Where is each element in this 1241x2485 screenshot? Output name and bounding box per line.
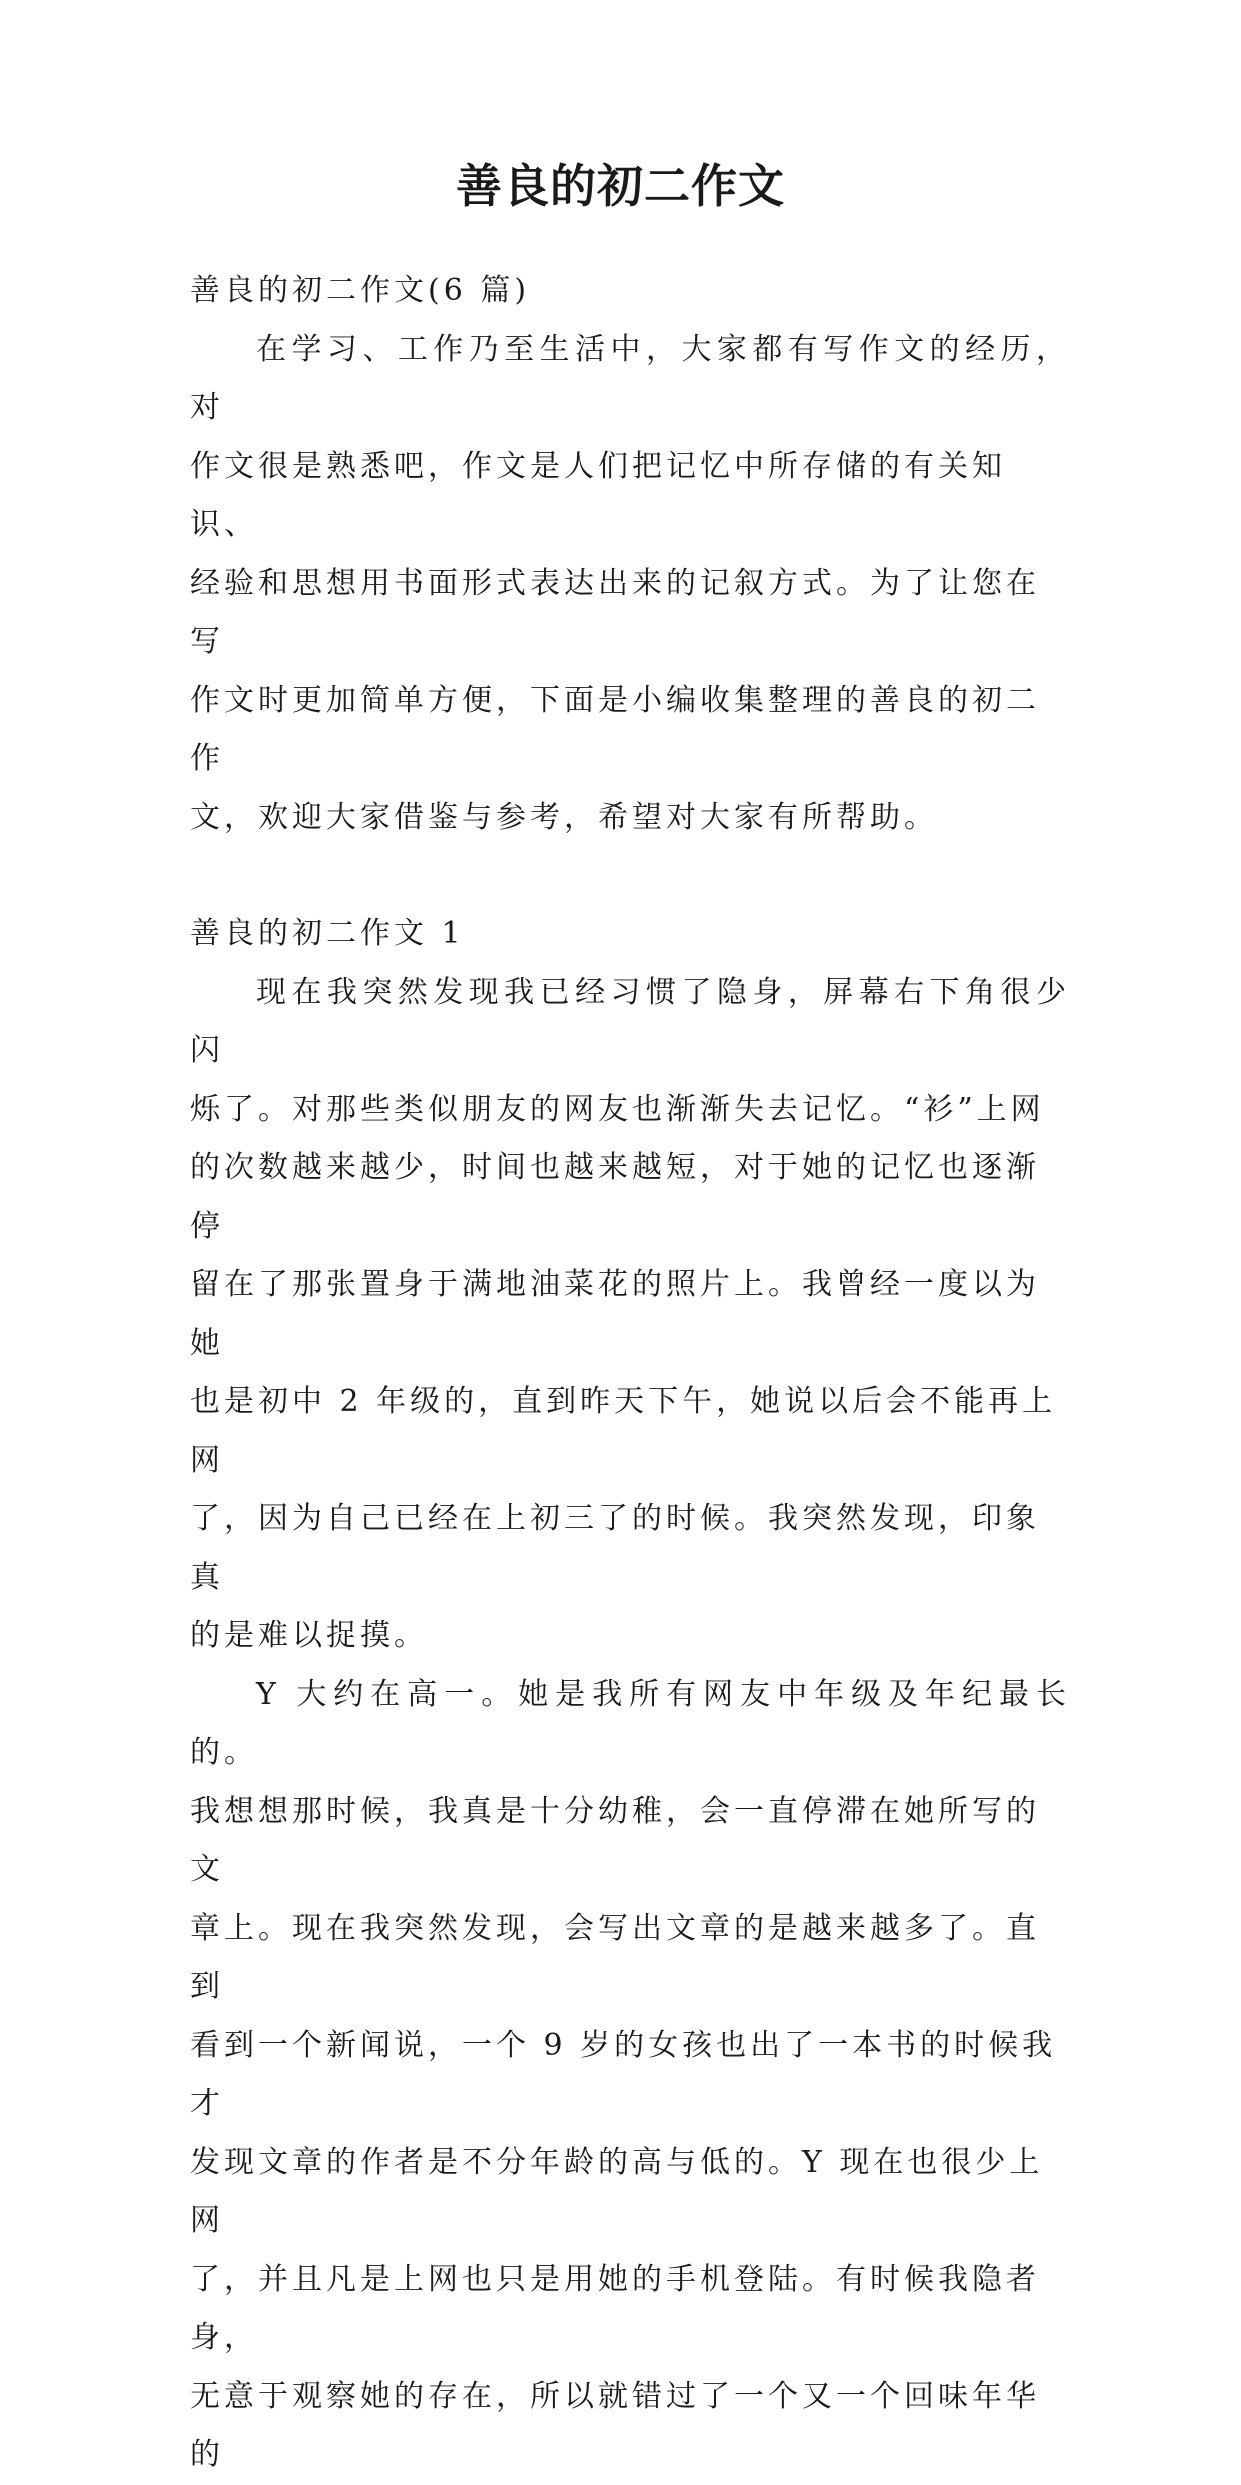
paragraph-line: 的次数越来越少，时间也越来越短，对于她的记忆也逐渐停 [190, 1150, 1040, 1244]
paragraph-line: 的是难以捉摸。 [190, 1618, 428, 1653]
document-title: 善良的初二作文 [456, 159, 785, 213]
intro-line: 作文很是熟悉吧，作文是人们把记忆中所存储的有关知识、 [190, 448, 1006, 542]
intro-line: 文，欢迎大家借鉴与参考，希望对大家有所帮助。 [190, 799, 938, 835]
paragraph-line: 无意于观察她的存在，所以就错过了一个又一个回味年华的 [190, 2378, 1040, 2472]
section-spacer [190, 847, 1070, 905]
paragraph-line: 烁了。对那些类似朋友的网友也渐渐失去记忆。“衫”上网 [190, 1091, 1045, 1127]
intro-line: 作文时更加简单方便，下面是小编收集整理的善良的初二作 [190, 682, 1040, 776]
document-body [190, 262, 1070, 2485]
paragraph-line: 了，因为自己已经在上初三了的时候。我突然发现，印象真 [190, 1501, 1040, 1595]
paragraph-line: 了，并且凡是上网也只是用她的手机登陆。有时候我隐者身， [190, 2261, 1040, 2355]
subtitle: 善良的初二作文(6 篇) [190, 273, 531, 308]
paragraph-line: 发现文章的作者是不分年龄的高与低的。Y 现在也很少上网 [190, 2144, 1044, 2238]
paragraph-line: 看到一个新闻说，一个 9 岁的女孩也出了一本书的时候我才 [190, 2027, 1057, 2121]
paragraph-line: Y 大约在高一。她是我所有网友中年级及年纪最长的。 [190, 1676, 1070, 1770]
intro-paragraph [190, 321, 1070, 848]
intro-line: 经验和思想用书面形式表达出来的记叙方式。为了让您在写 [190, 565, 1040, 659]
paragraph-line: 也是初中 2 年级的，直到昨天下午，她说以后会不能再上网 [190, 1384, 1057, 1478]
section-heading: 善良的初二作文 1 [190, 916, 465, 951]
paragraph-line: 留在了那张置身于满地油菜花的照片上。我曾经一度以为她 [190, 1267, 1040, 1361]
paragraph-line: 现在我突然发现我已经习惯了隐身，屏幕右下角很少闪 [190, 974, 1070, 1068]
paragraph-line: 我想想那时候，我真是十分幼稚，会一直停滞在她所写的文 [190, 1793, 1040, 1887]
paragraph-line: 章上。现在我突然发现，会写出文章的是越来越多了。直到 [190, 1910, 1040, 2004]
section1-paragraph-1 [190, 964, 1070, 1666]
section1-paragraph-2 [190, 1666, 1070, 2485]
intro-line: 在学习、工作乃至生活中，大家都有写作文的经历，对 [190, 331, 1070, 425]
